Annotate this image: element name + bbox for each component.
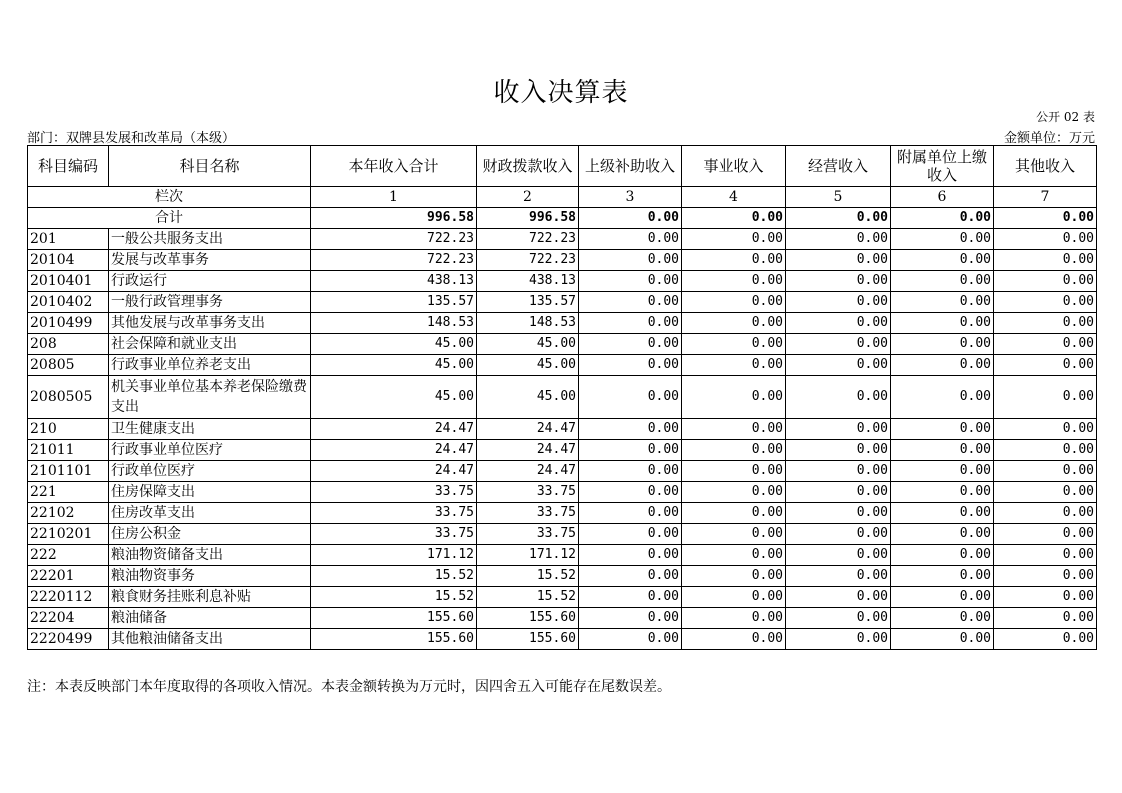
value-cell: 0.00 [994,608,1097,629]
header-cell: 科目名称 [109,146,311,187]
form-number: 公开 02 表 [1036,110,1095,124]
value-cell: 0.00 [579,355,682,376]
index-cell: 6 [891,187,994,208]
value-cell: 15.52 [477,566,579,587]
value-cell: 24.47 [477,419,579,440]
value-cell: 0.00 [891,503,994,524]
value-cell: 135.57 [311,292,477,313]
table-row [28,503,1097,524]
code-cell: 21011 [28,440,109,461]
footnote: 注：本表反映部门本年度取得的各项收入情况。本表金额转换为万元时，因四舍五入可能存在尾数误差。 [27,679,671,695]
value-cell: 0.00 [994,587,1097,608]
value-cell: 0.00 [786,334,891,355]
value-cell: 0.00 [682,629,786,650]
value-cell: 45.00 [311,376,477,419]
index-label: 栏次 [28,187,311,208]
value-cell: 0.00 [682,292,786,313]
value-cell: 0.00 [786,503,891,524]
value-cell: 0.00 [994,566,1097,587]
value-cell: 0.00 [891,629,994,650]
value-cell: 0.00 [579,250,682,271]
table-row [28,271,1097,292]
value-cell: 0.00 [994,461,1097,482]
table-row [28,250,1097,271]
value-cell: 171.12 [477,545,579,566]
value-cell: 0.00 [891,229,994,250]
value-cell: 0.00 [579,229,682,250]
value-cell: 0.00 [682,334,786,355]
value-cell: 0.00 [891,587,994,608]
value-cell: 0.00 [891,334,994,355]
value-cell: 0.00 [891,461,994,482]
value-cell: 0.00 [786,482,891,503]
value-cell: 0.00 [579,545,682,566]
name-cell: 住房公积金 [109,524,311,545]
value-cell: 0.00 [786,292,891,313]
value-cell: 24.47 [311,440,477,461]
code-cell: 222 [28,545,109,566]
name-cell: 住房改革支出 [109,503,311,524]
code-cell: 2010499 [28,313,109,334]
value-cell: 33.75 [311,524,477,545]
name-cell: 一般行政管理事务 [109,292,311,313]
value-cell: 45.00 [311,334,477,355]
value-cell: 0.00 [891,608,994,629]
value-cell: 0.00 [891,482,994,503]
value-cell: 0.00 [891,355,994,376]
value-cell: 0.00 [579,271,682,292]
value-cell: 0.00 [994,503,1097,524]
header-cell: 经营收入 [786,146,891,187]
name-cell: 行政单位医疗 [109,461,311,482]
code-cell: 22102 [28,503,109,524]
value-cell: 0.00 [994,545,1097,566]
index-cell: 3 [579,187,682,208]
value-cell: 24.47 [311,461,477,482]
value-cell: 0.00 [579,629,682,650]
value-cell: 0.00 [579,419,682,440]
value-cell: 24.47 [477,461,579,482]
value-cell: 0.00 [891,271,994,292]
name-cell: 机关事业单位基本养老保险缴费支出 [109,376,311,419]
value-cell: 0.00 [579,503,682,524]
total-cell: 0.00 [682,208,786,229]
value-cell: 722.23 [477,250,579,271]
value-cell: 0.00 [786,313,891,334]
value-cell: 0.00 [786,587,891,608]
value-cell: 45.00 [477,334,579,355]
code-cell: 22201 [28,566,109,587]
value-cell: 0.00 [994,271,1097,292]
value-cell: 0.00 [682,313,786,334]
value-cell: 0.00 [682,440,786,461]
value-cell: 0.00 [994,250,1097,271]
value-cell: 0.00 [682,608,786,629]
value-cell: 0.00 [994,629,1097,650]
value-cell: 0.00 [682,587,786,608]
value-cell: 0.00 [682,482,786,503]
value-cell: 155.60 [477,608,579,629]
value-cell: 0.00 [994,313,1097,334]
value-cell: 0.00 [579,440,682,461]
code-cell: 2220499 [28,629,109,650]
value-cell: 438.13 [311,271,477,292]
index-cell: 4 [682,187,786,208]
value-cell: 0.00 [579,587,682,608]
value-cell: 0.00 [891,292,994,313]
value-cell: 0.00 [994,376,1097,419]
name-cell: 粮油物资事务 [109,566,311,587]
table-row [28,587,1097,608]
value-cell: 33.75 [311,482,477,503]
department-label: 部门：双牌县发展和改革局（本级） [27,131,236,146]
value-cell: 0.00 [579,313,682,334]
value-cell: 45.00 [477,376,579,419]
value-cell: 0.00 [579,334,682,355]
total-cell: 0.00 [891,208,994,229]
value-cell: 155.60 [311,629,477,650]
value-cell: 33.75 [477,482,579,503]
table-row [28,629,1097,650]
value-cell: 0.00 [579,482,682,503]
table-row [28,524,1097,545]
value-cell: 0.00 [891,440,994,461]
value-cell: 0.00 [682,524,786,545]
table-row [28,440,1097,461]
header-cell: 本年收入合计 [311,146,477,187]
value-cell: 15.52 [477,587,579,608]
header-cell: 事业收入 [682,146,786,187]
table-row [28,545,1097,566]
code-cell: 208 [28,334,109,355]
name-cell: 发展与改革事务 [109,250,311,271]
code-cell: 22204 [28,608,109,629]
value-cell: 0.00 [786,229,891,250]
table-row [28,292,1097,313]
code-cell: 2220112 [28,587,109,608]
table-row [28,608,1097,629]
value-cell: 15.52 [311,566,477,587]
value-cell: 0.00 [891,419,994,440]
name-cell: 其他粮油储备支出 [109,629,311,650]
unit-label: 金额单位：万元 [1003,131,1095,146]
name-cell: 行政运行 [109,271,311,292]
value-cell: 0.00 [786,608,891,629]
total-cell: 996.58 [311,208,477,229]
value-cell: 0.00 [994,292,1097,313]
header-cell: 科目编码 [28,146,109,187]
value-cell: 0.00 [682,376,786,419]
value-cell: 0.00 [994,440,1097,461]
total-cell: 0.00 [786,208,891,229]
index-cell: 7 [994,187,1097,208]
table-row [28,482,1097,503]
value-cell: 0.00 [891,545,994,566]
value-cell: 0.00 [682,229,786,250]
value-cell: 722.23 [311,250,477,271]
value-cell: 0.00 [682,566,786,587]
name-cell: 粮油储备 [109,608,311,629]
name-cell: 行政事业单位医疗 [109,440,311,461]
value-cell: 0.00 [786,419,891,440]
name-cell: 卫生健康支出 [109,419,311,440]
value-cell: 722.23 [477,229,579,250]
value-cell: 0.00 [994,524,1097,545]
table-row [28,419,1097,440]
code-cell: 20104 [28,250,109,271]
code-cell: 2101101 [28,461,109,482]
value-cell: 0.00 [891,524,994,545]
value-cell: 0.00 [891,376,994,419]
code-cell: 2210201 [28,524,109,545]
index-cell: 1 [311,187,477,208]
total-cell: 996.58 [477,208,579,229]
value-cell: 0.00 [994,334,1097,355]
value-cell: 0.00 [994,482,1097,503]
value-cell: 0.00 [891,566,994,587]
name-cell: 住房保障支出 [109,482,311,503]
code-cell: 2010401 [28,271,109,292]
index-row [28,187,1097,208]
name-cell: 社会保障和就业支出 [109,334,311,355]
value-cell: 45.00 [477,355,579,376]
value-cell: 0.00 [786,440,891,461]
value-cell: 0.00 [994,419,1097,440]
header-cell: 财政拨款收入 [477,146,579,187]
total-cell: 0.00 [994,208,1097,229]
value-cell: 0.00 [579,608,682,629]
name-cell: 其他发展与改革事务支出 [109,313,311,334]
value-cell: 0.00 [786,566,891,587]
value-cell: 0.00 [891,250,994,271]
value-cell: 135.57 [477,292,579,313]
value-cell: 0.00 [994,229,1097,250]
value-cell: 0.00 [786,545,891,566]
value-cell: 0.00 [682,503,786,524]
table-row [28,313,1097,334]
value-cell: 33.75 [311,503,477,524]
value-cell: 0.00 [786,271,891,292]
name-cell: 一般公共服务支出 [109,229,311,250]
value-cell: 438.13 [477,271,579,292]
value-cell: 0.00 [891,313,994,334]
value-cell: 24.47 [311,419,477,440]
code-cell: 20805 [28,355,109,376]
value-cell: 0.00 [786,524,891,545]
page-title: 收入决算表 [493,78,629,108]
value-cell: 0.00 [682,250,786,271]
name-cell: 粮油物资储备支出 [109,545,311,566]
table-row [28,376,1097,419]
code-cell: 201 [28,229,109,250]
index-cell: 2 [477,187,579,208]
total-cell: 0.00 [579,208,682,229]
header-row [28,146,1097,187]
value-cell: 15.52 [311,587,477,608]
total-row [28,208,1097,229]
header-cell: 其他收入 [994,146,1097,187]
value-cell: 0.00 [786,629,891,650]
table-row [28,566,1097,587]
value-cell: 0.00 [786,250,891,271]
value-cell: 0.00 [682,461,786,482]
value-cell: 155.60 [311,608,477,629]
code-cell: 2080505 [28,376,109,419]
value-cell: 33.75 [477,524,579,545]
value-cell: 0.00 [786,461,891,482]
index-cell: 5 [786,187,891,208]
value-cell: 0.00 [786,376,891,419]
code-cell: 210 [28,419,109,440]
income-table [27,145,1097,650]
value-cell: 0.00 [682,545,786,566]
table-row [28,229,1097,250]
header-cell: 上级补助收入 [579,146,682,187]
total-label: 合计 [28,208,311,229]
name-cell: 行政事业单位养老支出 [109,355,311,376]
name-cell: 粮食财务挂账利息补贴 [109,587,311,608]
value-cell: 45.00 [311,355,477,376]
value-cell: 0.00 [682,419,786,440]
value-cell: 0.00 [579,566,682,587]
value-cell: 0.00 [579,376,682,419]
value-cell: 0.00 [682,271,786,292]
table-row [28,334,1097,355]
table-row [28,461,1097,482]
value-cell: 0.00 [994,355,1097,376]
value-cell: 0.00 [579,461,682,482]
code-cell: 2010402 [28,292,109,313]
value-cell: 171.12 [311,545,477,566]
code-cell: 221 [28,482,109,503]
header-cell: 附属单位上缴收入 [891,146,994,187]
value-cell: 722.23 [311,229,477,250]
value-cell: 0.00 [786,355,891,376]
table-row [28,355,1097,376]
value-cell: 155.60 [477,629,579,650]
value-cell: 148.53 [311,313,477,334]
value-cell: 0.00 [579,292,682,313]
value-cell: 33.75 [477,503,579,524]
value-cell: 0.00 [579,524,682,545]
value-cell: 0.00 [682,355,786,376]
value-cell: 148.53 [477,313,579,334]
value-cell: 24.47 [477,440,579,461]
